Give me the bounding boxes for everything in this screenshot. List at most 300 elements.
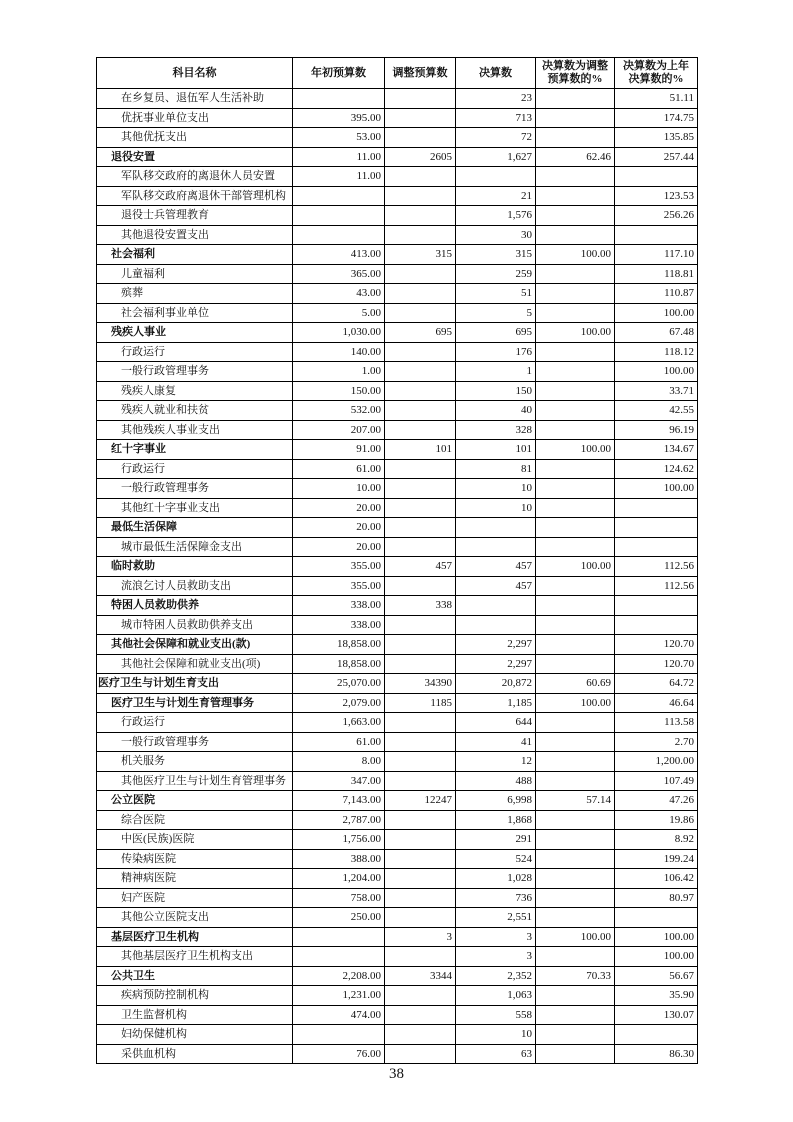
table-header xyxy=(97,58,698,89)
table-row xyxy=(97,615,698,635)
pct-of-last-year-cell: 1,200.00 xyxy=(615,752,698,772)
row-subject-name: 基层医疗卫生机构 xyxy=(97,927,293,947)
initial-budget-cell: 532.00 xyxy=(293,401,385,421)
pct-of-adjusted-cell: 100.00 xyxy=(536,323,615,343)
initial-budget-cell: 2,079.00 xyxy=(293,693,385,713)
initial-budget-cell: 8.00 xyxy=(293,752,385,772)
final-account-cell: 51 xyxy=(456,284,536,304)
final-account-cell: 12 xyxy=(456,752,536,772)
pct-of-last-year-cell: 42.55 xyxy=(615,401,698,421)
row-subject-name: 社会福利事业单位 xyxy=(97,303,293,323)
initial-budget-cell xyxy=(293,89,385,109)
pct-of-last-year-cell: 35.90 xyxy=(615,986,698,1006)
initial-budget-cell xyxy=(293,1025,385,1045)
pct-of-adjusted-cell xyxy=(536,420,615,440)
row-subject-name: 其他优抚支出 xyxy=(97,128,293,148)
pct-of-last-year-cell: 130.07 xyxy=(615,1005,698,1025)
final-account-cell: 713 xyxy=(456,108,536,128)
pct-of-adjusted-cell: 100.00 xyxy=(536,693,615,713)
adjusted-budget-cell xyxy=(385,888,456,908)
final-account-cell: 1,185 xyxy=(456,693,536,713)
header-row xyxy=(97,58,698,89)
initial-budget-cell: 1,231.00 xyxy=(293,986,385,1006)
pct-of-adjusted-cell xyxy=(536,732,615,752)
pct-of-last-year-cell: 51.11 xyxy=(615,89,698,109)
pct-of-last-year-cell: 46.64 xyxy=(615,693,698,713)
initial-budget-cell: 20.00 xyxy=(293,518,385,538)
pct-of-last-year-cell: 110.87 xyxy=(615,284,698,304)
row-subject-name: 一般行政管理事务 xyxy=(97,479,293,499)
pct-of-adjusted-cell xyxy=(536,576,615,596)
pct-of-adjusted-cell: 100.00 xyxy=(536,245,615,265)
adjusted-budget-cell xyxy=(385,342,456,362)
pct-of-last-year-cell: 112.56 xyxy=(615,576,698,596)
adjusted-budget-cell xyxy=(385,108,456,128)
pct-of-adjusted-cell xyxy=(536,518,615,538)
table-row xyxy=(97,771,698,791)
row-subject-name: 医疗卫生与计划生育支出 xyxy=(97,674,293,694)
pct-of-adjusted-cell xyxy=(536,225,615,245)
row-subject-name: 机关服务 xyxy=(97,752,293,772)
table-row xyxy=(97,635,698,655)
initial-budget-cell: 20.00 xyxy=(293,537,385,557)
row-subject-name: 其他社会保障和就业支出(款) xyxy=(97,635,293,655)
pct-of-last-year-cell: 86.30 xyxy=(615,1044,698,1064)
table-row xyxy=(97,362,698,382)
table-row xyxy=(97,303,698,323)
pct-of-last-year-cell xyxy=(615,225,698,245)
initial-budget-cell: 1,204.00 xyxy=(293,869,385,889)
pct-of-last-year-cell: 174.75 xyxy=(615,108,698,128)
final-account-cell: 40 xyxy=(456,401,536,421)
table-row xyxy=(97,206,698,226)
final-account-cell xyxy=(456,615,536,635)
row-subject-name: 最低生活保障 xyxy=(97,518,293,538)
initial-budget-cell: 61.00 xyxy=(293,732,385,752)
pct-of-adjusted-cell xyxy=(536,654,615,674)
final-account-cell xyxy=(456,537,536,557)
initial-budget-cell: 355.00 xyxy=(293,557,385,577)
table-row xyxy=(97,1044,698,1064)
final-account-cell: 5 xyxy=(456,303,536,323)
final-account-cell: 63 xyxy=(456,1044,536,1064)
row-subject-name: 残疾人就业和扶贫 xyxy=(97,401,293,421)
row-subject-name: 采供血机构 xyxy=(97,1044,293,1064)
pct-of-last-year-cell: 118.12 xyxy=(615,342,698,362)
row-subject-name: 特困人员救助供养 xyxy=(97,596,293,616)
initial-budget-cell: 7,143.00 xyxy=(293,791,385,811)
initial-budget-cell: 11.00 xyxy=(293,167,385,187)
pct-of-adjusted-cell xyxy=(536,284,615,304)
pct-of-last-year-cell: 67.48 xyxy=(615,323,698,343)
pct-of-last-year-cell: 118.81 xyxy=(615,264,698,284)
final-account-cell: 315 xyxy=(456,245,536,265)
pct-of-last-year-cell: 100.00 xyxy=(615,927,698,947)
final-account-cell: 10 xyxy=(456,479,536,499)
row-subject-name: 其他红十字事业支出 xyxy=(97,498,293,518)
pct-of-adjusted-cell: 62.46 xyxy=(536,147,615,167)
table-row xyxy=(97,459,698,479)
adjusted-budget-cell xyxy=(385,615,456,635)
pct-of-last-year-cell: 256.26 xyxy=(615,206,698,226)
final-account-cell: 1,576 xyxy=(456,206,536,226)
final-account-cell: 259 xyxy=(456,264,536,284)
pct-of-adjusted-cell xyxy=(536,303,615,323)
pct-of-adjusted-cell xyxy=(536,537,615,557)
adjusted-budget-cell: 338 xyxy=(385,596,456,616)
pct-of-last-year-cell xyxy=(615,518,698,538)
pct-of-last-year-cell: 100.00 xyxy=(615,479,698,499)
row-subject-name: 传染病医院 xyxy=(97,849,293,869)
initial-budget-cell xyxy=(293,225,385,245)
final-account-cell: 457 xyxy=(456,576,536,596)
table-row xyxy=(97,927,698,947)
row-subject-name: 公共卫生 xyxy=(97,966,293,986)
table-row xyxy=(97,869,698,889)
initial-budget-cell: 5.00 xyxy=(293,303,385,323)
initial-budget-cell: 10.00 xyxy=(293,479,385,499)
initial-budget-cell: 355.00 xyxy=(293,576,385,596)
final-account-cell: 1,063 xyxy=(456,986,536,1006)
table-row xyxy=(97,225,698,245)
row-subject-name: 妇产医院 xyxy=(97,888,293,908)
table-row xyxy=(97,518,698,538)
initial-budget-cell: 25,070.00 xyxy=(293,674,385,694)
adjusted-budget-cell: 12247 xyxy=(385,791,456,811)
initial-budget-cell: 20.00 xyxy=(293,498,385,518)
adjusted-budget-cell xyxy=(385,830,456,850)
row-subject-name: 殡葬 xyxy=(97,284,293,304)
pct-of-adjusted-cell xyxy=(536,89,615,109)
adjusted-budget-cell xyxy=(385,362,456,382)
pct-of-adjusted-cell xyxy=(536,342,615,362)
initial-budget-cell: 347.00 xyxy=(293,771,385,791)
table-row xyxy=(97,596,698,616)
initial-budget-cell: 76.00 xyxy=(293,1044,385,1064)
pct-of-adjusted-cell xyxy=(536,108,615,128)
final-account-cell: 30 xyxy=(456,225,536,245)
adjusted-budget-cell xyxy=(385,479,456,499)
final-account-cell: 2,551 xyxy=(456,908,536,928)
final-account-cell: 150 xyxy=(456,381,536,401)
table-row xyxy=(97,108,698,128)
initial-budget-cell xyxy=(293,206,385,226)
row-subject-name: 临时救助 xyxy=(97,557,293,577)
row-subject-name: 军队移交政府离退休干部管理机构 xyxy=(97,186,293,206)
table-row xyxy=(97,830,698,850)
table-row xyxy=(97,986,698,1006)
initial-budget-cell: 18,858.00 xyxy=(293,654,385,674)
row-subject-name: 行政运行 xyxy=(97,713,293,733)
table-row xyxy=(97,908,698,928)
adjusted-budget-cell xyxy=(385,459,456,479)
pct-of-last-year-cell: 8.92 xyxy=(615,830,698,850)
initial-budget-cell: 338.00 xyxy=(293,615,385,635)
row-subject-name: 其他基层医疗卫生机构支出 xyxy=(97,947,293,967)
final-account-cell: 1,868 xyxy=(456,810,536,830)
final-account-cell: 1,627 xyxy=(456,147,536,167)
initial-budget-cell: 150.00 xyxy=(293,381,385,401)
table-row xyxy=(97,147,698,167)
pct-of-last-year-cell: 134.67 xyxy=(615,440,698,460)
adjusted-budget-cell: 3344 xyxy=(385,966,456,986)
table-row xyxy=(97,89,698,109)
pct-of-last-year-cell: 257.44 xyxy=(615,147,698,167)
table-row xyxy=(97,693,698,713)
initial-budget-cell: 18,858.00 xyxy=(293,635,385,655)
initial-budget-cell: 338.00 xyxy=(293,596,385,616)
pct-of-adjusted-cell xyxy=(536,401,615,421)
adjusted-budget-cell xyxy=(385,1005,456,1025)
initial-budget-cell: 207.00 xyxy=(293,420,385,440)
adjusted-budget-cell xyxy=(385,713,456,733)
adjusted-budget-cell xyxy=(385,849,456,869)
pct-of-last-year-cell: 106.42 xyxy=(615,869,698,889)
adjusted-budget-cell xyxy=(385,654,456,674)
header-adjusted-budget: 调整预算数 xyxy=(385,58,456,89)
pct-of-adjusted-cell xyxy=(536,1005,615,1025)
table-row xyxy=(97,713,698,733)
initial-budget-cell: 365.00 xyxy=(293,264,385,284)
adjusted-budget-cell xyxy=(385,401,456,421)
table-row xyxy=(97,284,698,304)
initial-budget-cell: 395.00 xyxy=(293,108,385,128)
adjusted-budget-cell: 34390 xyxy=(385,674,456,694)
adjusted-budget-cell xyxy=(385,771,456,791)
initial-budget-cell xyxy=(293,927,385,947)
pct-of-adjusted-cell xyxy=(536,1025,615,1045)
initial-budget-cell: 1,663.00 xyxy=(293,713,385,733)
table-row xyxy=(97,888,698,908)
pct-of-adjusted-cell xyxy=(536,830,615,850)
initial-budget-cell: 1,030.00 xyxy=(293,323,385,343)
table-row xyxy=(97,537,698,557)
row-subject-name: 卫生监督机构 xyxy=(97,1005,293,1025)
header-pct-of-adjusted: 决算数为调整预算数的% xyxy=(536,58,615,89)
initial-budget-cell: 140.00 xyxy=(293,342,385,362)
row-subject-name: 城市特困人员救助供养支出 xyxy=(97,615,293,635)
row-subject-name: 妇幼保健机构 xyxy=(97,1025,293,1045)
final-account-cell: 558 xyxy=(456,1005,536,1025)
pct-of-adjusted-cell xyxy=(536,849,615,869)
final-account-cell: 10 xyxy=(456,498,536,518)
initial-budget-cell: 11.00 xyxy=(293,147,385,167)
adjusted-budget-cell: 695 xyxy=(385,323,456,343)
pct-of-adjusted-cell xyxy=(536,498,615,518)
pct-of-adjusted-cell xyxy=(536,713,615,733)
row-subject-name: 残疾人康复 xyxy=(97,381,293,401)
row-subject-name: 精神病医院 xyxy=(97,869,293,889)
adjusted-budget-cell xyxy=(385,186,456,206)
pct-of-last-year-cell: 2.70 xyxy=(615,732,698,752)
adjusted-budget-cell xyxy=(385,264,456,284)
final-account-cell: 695 xyxy=(456,323,536,343)
adjusted-budget-cell xyxy=(385,206,456,226)
initial-budget-cell: 388.00 xyxy=(293,849,385,869)
adjusted-budget-cell xyxy=(385,1025,456,1045)
adjusted-budget-cell xyxy=(385,537,456,557)
final-account-cell: 81 xyxy=(456,459,536,479)
pct-of-adjusted-cell xyxy=(536,986,615,1006)
adjusted-budget-cell xyxy=(385,518,456,538)
initial-budget-cell: 91.00 xyxy=(293,440,385,460)
table-row xyxy=(97,752,698,772)
final-account-cell: 72 xyxy=(456,128,536,148)
pct-of-adjusted-cell xyxy=(536,362,615,382)
pct-of-adjusted-cell xyxy=(536,186,615,206)
adjusted-budget-cell xyxy=(385,420,456,440)
final-account-cell: 1 xyxy=(456,362,536,382)
table-row xyxy=(97,654,698,674)
final-account-cell: 1,028 xyxy=(456,869,536,889)
final-account-cell: 2,297 xyxy=(456,635,536,655)
initial-budget-cell xyxy=(293,186,385,206)
initial-budget-cell: 474.00 xyxy=(293,1005,385,1025)
adjusted-budget-cell xyxy=(385,908,456,928)
row-subject-name: 儿童福利 xyxy=(97,264,293,284)
initial-budget-cell: 43.00 xyxy=(293,284,385,304)
pct-of-last-year-cell: 100.00 xyxy=(615,362,698,382)
final-account-cell: 10 xyxy=(456,1025,536,1045)
pct-of-last-year-cell xyxy=(615,498,698,518)
final-account-cell: 3 xyxy=(456,927,536,947)
initial-budget-cell: 758.00 xyxy=(293,888,385,908)
final-account-cell: 41 xyxy=(456,732,536,752)
table-row xyxy=(97,810,698,830)
pct-of-adjusted-cell: 100.00 xyxy=(536,440,615,460)
adjusted-budget-cell xyxy=(385,498,456,518)
pct-of-last-year-cell: 117.10 xyxy=(615,245,698,265)
adjusted-budget-cell: 101 xyxy=(385,440,456,460)
final-account-cell: 291 xyxy=(456,830,536,850)
table-row xyxy=(97,323,698,343)
adjusted-budget-cell: 1185 xyxy=(385,693,456,713)
row-subject-name: 行政运行 xyxy=(97,459,293,479)
row-subject-name: 城市最低生活保障金支出 xyxy=(97,537,293,557)
header-initial-budget: 年初预算数 xyxy=(293,58,385,89)
row-subject-name: 退役士兵管理教育 xyxy=(97,206,293,226)
initial-budget-cell: 2,208.00 xyxy=(293,966,385,986)
row-subject-name: 行政运行 xyxy=(97,342,293,362)
pct-of-last-year-cell xyxy=(615,537,698,557)
pct-of-adjusted-cell xyxy=(536,264,615,284)
pct-of-last-year-cell: 100.00 xyxy=(615,947,698,967)
pct-of-adjusted-cell xyxy=(536,908,615,928)
adjusted-budget-cell xyxy=(385,752,456,772)
header-subject-name: 科目名称 xyxy=(97,58,293,89)
adjusted-budget-cell xyxy=(385,284,456,304)
pct-of-last-year-cell xyxy=(615,596,698,616)
table-row xyxy=(97,381,698,401)
pct-of-last-year-cell: 112.56 xyxy=(615,557,698,577)
table-row xyxy=(97,849,698,869)
pct-of-adjusted-cell: 60.69 xyxy=(536,674,615,694)
table-row xyxy=(97,966,698,986)
adjusted-budget-cell xyxy=(385,167,456,187)
row-subject-name: 一般行政管理事务 xyxy=(97,362,293,382)
table-body xyxy=(97,89,698,1064)
pct-of-last-year-cell: 64.72 xyxy=(615,674,698,694)
initial-budget-cell: 2,787.00 xyxy=(293,810,385,830)
adjusted-budget-cell xyxy=(385,128,456,148)
table-row xyxy=(97,128,698,148)
adjusted-budget-cell xyxy=(385,635,456,655)
table-row xyxy=(97,1025,698,1045)
pct-of-adjusted-cell xyxy=(536,167,615,187)
row-subject-name: 其他残疾人事业支出 xyxy=(97,420,293,440)
row-subject-name: 一般行政管理事务 xyxy=(97,732,293,752)
pct-of-last-year-cell: 199.24 xyxy=(615,849,698,869)
pct-of-adjusted-cell xyxy=(536,810,615,830)
table-row xyxy=(97,264,698,284)
header-final-account: 决算数 xyxy=(456,58,536,89)
page-number: 38 xyxy=(389,1066,404,1082)
pct-of-adjusted-cell: 100.00 xyxy=(536,557,615,577)
pct-of-last-year-cell: 47.26 xyxy=(615,791,698,811)
pct-of-adjusted-cell xyxy=(536,459,615,479)
pct-of-last-year-cell xyxy=(615,908,698,928)
table-row xyxy=(97,576,698,596)
row-subject-name: 军队移交政府的离退休人员安置 xyxy=(97,167,293,187)
table-row xyxy=(97,674,698,694)
adjusted-budget-cell xyxy=(385,576,456,596)
adjusted-budget-cell xyxy=(385,303,456,323)
table-row xyxy=(97,791,698,811)
adjusted-budget-cell xyxy=(385,869,456,889)
initial-budget-cell xyxy=(293,947,385,967)
row-subject-name: 疾病预防控制机构 xyxy=(97,986,293,1006)
pct-of-last-year-cell: 19.86 xyxy=(615,810,698,830)
row-subject-name: 流浪乞讨人员救助支出 xyxy=(97,576,293,596)
budget-table xyxy=(96,57,698,1064)
pct-of-last-year-cell xyxy=(615,167,698,187)
final-account-cell: 488 xyxy=(456,771,536,791)
pct-of-adjusted-cell xyxy=(536,888,615,908)
pct-of-adjusted-cell xyxy=(536,381,615,401)
table-row xyxy=(97,732,698,752)
row-subject-name: 其他公立医院支出 xyxy=(97,908,293,928)
adjusted-budget-cell xyxy=(385,986,456,1006)
pct-of-last-year-cell: 120.70 xyxy=(615,635,698,655)
final-account-cell: 2,352 xyxy=(456,966,536,986)
initial-budget-cell: 413.00 xyxy=(293,245,385,265)
final-account-cell: 23 xyxy=(456,89,536,109)
pct-of-last-year-cell: 80.97 xyxy=(615,888,698,908)
final-account-cell: 2,297 xyxy=(456,654,536,674)
final-account-cell: 457 xyxy=(456,557,536,577)
final-account-cell: 21 xyxy=(456,186,536,206)
adjusted-budget-cell xyxy=(385,381,456,401)
pct-of-adjusted-cell: 70.33 xyxy=(536,966,615,986)
pct-of-last-year-cell: 56.67 xyxy=(615,966,698,986)
row-subject-name: 在乡复员、退伍军人生活补助 xyxy=(97,89,293,109)
adjusted-budget-cell: 315 xyxy=(385,245,456,265)
pct-of-adjusted-cell xyxy=(536,947,615,967)
row-subject-name: 退役安置 xyxy=(97,147,293,167)
adjusted-budget-cell xyxy=(385,947,456,967)
table-row xyxy=(97,420,698,440)
pct-of-last-year-cell: 113.58 xyxy=(615,713,698,733)
final-account-cell: 176 xyxy=(456,342,536,362)
adjusted-budget-cell xyxy=(385,89,456,109)
adjusted-budget-cell: 3 xyxy=(385,927,456,947)
row-subject-name: 医疗卫生与计划生育管理事务 xyxy=(97,693,293,713)
table-row xyxy=(97,1005,698,1025)
pct-of-adjusted-cell xyxy=(536,752,615,772)
row-subject-name: 社会福利 xyxy=(97,245,293,265)
pct-of-adjusted-cell xyxy=(536,596,615,616)
initial-budget-cell: 1,756.00 xyxy=(293,830,385,850)
